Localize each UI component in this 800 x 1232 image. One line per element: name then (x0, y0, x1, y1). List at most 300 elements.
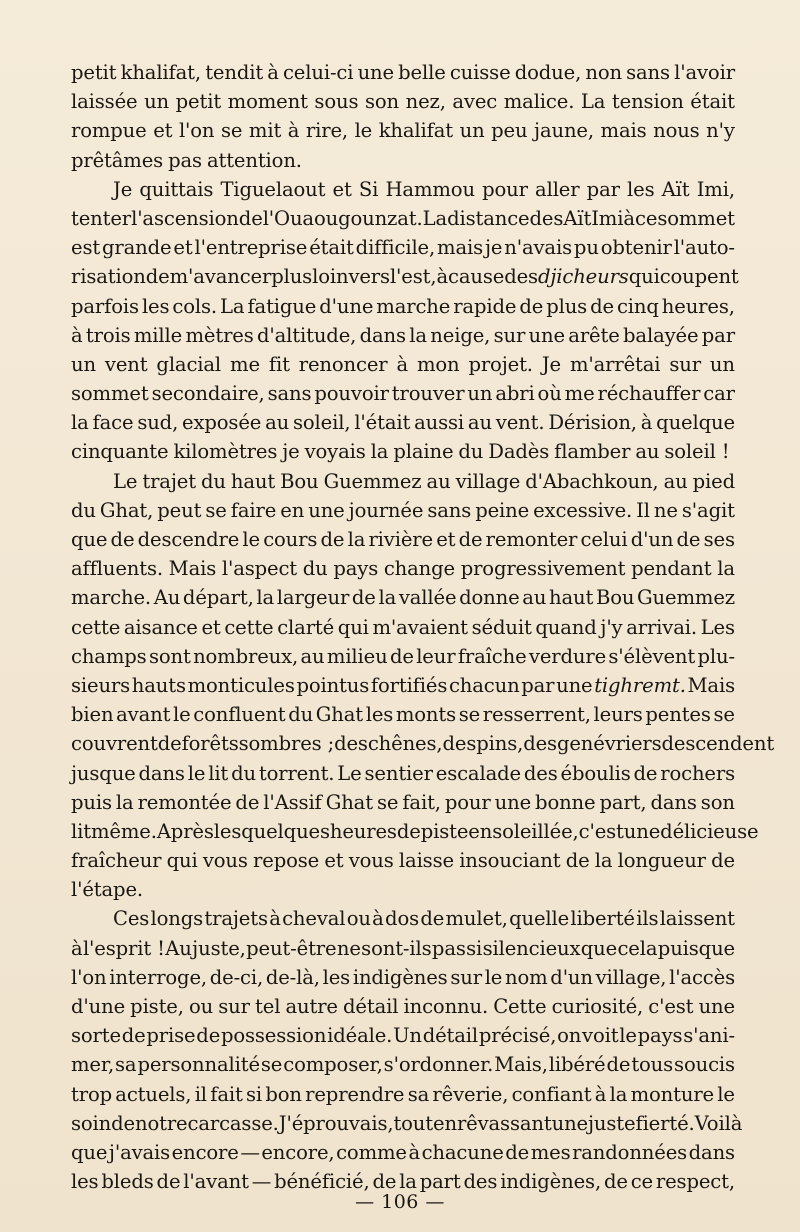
word: plu- (697, 644, 735, 668)
word: dans (688, 1140, 735, 1164)
word: tenter (71, 206, 132, 230)
word: tighremt. (594, 673, 686, 697)
word: vers (348, 265, 390, 289)
word: à (372, 907, 384, 931)
word: l'on (178, 119, 215, 143)
word: de (590, 294, 614, 318)
word: monticules (187, 673, 295, 697)
word: Tiguelaout (220, 177, 326, 201)
word: du (458, 440, 484, 464)
word: qui (337, 615, 369, 639)
word: de-ci, (209, 965, 264, 989)
word: les (322, 965, 351, 989)
word: cinquante (71, 440, 169, 464)
word: reprendre (305, 1082, 405, 1106)
word: un (709, 352, 735, 376)
word: fraîche (457, 644, 527, 668)
text-line (71, 116, 735, 145)
word: khalifat (378, 119, 454, 143)
word: Si (358, 177, 379, 201)
word: Bou (280, 469, 319, 493)
word: repose (253, 849, 320, 873)
word: d'un (630, 528, 674, 551)
word: dans (138, 761, 185, 785)
word: Bou (595, 586, 635, 610)
word: ce (635, 206, 658, 230)
word: rapide (453, 294, 517, 318)
word: car (703, 382, 735, 406)
word: plaine (393, 440, 454, 464)
word: faire (230, 498, 277, 522)
word: Aït (661, 177, 690, 201)
word: soucis (674, 1053, 735, 1077)
word: Ghat, (99, 498, 154, 522)
word: ce (630, 1170, 653, 1194)
word: chênes, (367, 732, 443, 756)
word: La (220, 294, 245, 318)
word: juste (587, 1111, 636, 1135)
word: une (623, 819, 661, 843)
word: de (389, 644, 414, 668)
word: champs (71, 644, 147, 668)
word: glacial (156, 352, 222, 376)
text-line (71, 437, 735, 466)
word: encore (171, 1140, 239, 1164)
word: des (334, 732, 368, 756)
word: voit (582, 1024, 619, 1048)
word: à (594, 1082, 607, 1106)
word: rivière (368, 528, 433, 551)
text-line (71, 934, 735, 963)
word: une (494, 790, 532, 814)
text-line (71, 583, 735, 612)
word: j'avais (108, 1140, 171, 1164)
word: un (459, 119, 485, 143)
word: et (332, 177, 352, 201)
word: des (523, 732, 557, 756)
word: sorte (71, 1024, 121, 1048)
word: l'étape. (71, 878, 143, 902)
word: cols. (172, 294, 217, 318)
word: Je (113, 177, 133, 201)
word: je (282, 440, 300, 464)
text-line (71, 146, 735, 175)
word: indigènes, (500, 1170, 602, 1194)
word: la (370, 440, 389, 464)
word: face (92, 411, 134, 435)
word: moment (227, 90, 308, 114)
word: ne (653, 498, 678, 522)
word: plus (546, 294, 588, 318)
word: Mais (168, 557, 217, 581)
word: khalifat, (120, 61, 201, 84)
word: au (265, 411, 290, 435)
text-line (71, 875, 735, 904)
word: fait (210, 1082, 243, 1106)
word: trajet (142, 469, 196, 493)
word: de-là, (265, 965, 320, 989)
word: à (269, 907, 281, 931)
word: la (609, 1082, 628, 1106)
word: un (467, 382, 493, 406)
word: la (409, 323, 427, 347)
word: Après (156, 819, 214, 843)
word: la (594, 849, 613, 873)
word: Ces (113, 907, 150, 931)
text-line (71, 58, 735, 87)
word: sur (218, 995, 250, 1018)
word: c'est (578, 819, 624, 843)
word: précisé, (478, 1024, 557, 1048)
word: de (320, 528, 345, 551)
word: les (141, 294, 170, 318)
word: notre (134, 1111, 188, 1135)
text-line (71, 467, 735, 496)
word: fraîcheur (71, 849, 162, 873)
word: et (436, 528, 456, 551)
word: flamber (554, 440, 631, 464)
word: réchauffer (597, 382, 701, 406)
word: excessive. (533, 498, 633, 522)
word: attention. (206, 148, 302, 172)
word: prêtâmes (71, 148, 164, 172)
word: milieu (326, 644, 388, 668)
word: sur (493, 323, 526, 347)
text-line (71, 87, 735, 116)
word: trois (85, 323, 131, 347)
word: liberté (570, 907, 635, 931)
word: arête (568, 323, 620, 347)
word: bon (265, 1082, 302, 1106)
word: au (522, 586, 547, 610)
word: de (157, 732, 182, 756)
word: celui-ci (282, 61, 354, 84)
word: J'éprouvais, (278, 1111, 394, 1135)
word: la (256, 586, 275, 610)
word: éboulis (560, 761, 631, 785)
word: d'un (550, 965, 593, 989)
word: heures (329, 819, 397, 843)
word: vous (348, 849, 394, 873)
word: de (458, 528, 483, 551)
word: des (529, 206, 564, 230)
word: village, (595, 965, 667, 989)
word: pendant (631, 557, 712, 581)
word: abri (495, 382, 535, 406)
word: me (564, 382, 595, 406)
word: tension (611, 90, 684, 114)
word: des (463, 1170, 498, 1194)
word: les (365, 703, 394, 727)
word: c'est (648, 995, 694, 1018)
word: Imi, (696, 177, 735, 201)
word: séduit (471, 615, 532, 639)
word: piste, (130, 995, 184, 1018)
word: Il (636, 498, 650, 522)
word: se (260, 1053, 283, 1077)
word: où (537, 382, 562, 406)
text-line (71, 408, 735, 437)
word: n'avais (504, 236, 572, 260)
word: chacun (448, 673, 520, 697)
word: délicieuse (660, 819, 759, 843)
word: le (187, 761, 206, 785)
word: départ, (182, 586, 254, 610)
word: lit (208, 761, 229, 785)
word: bénéficié, (274, 1170, 370, 1194)
word: petit (175, 90, 222, 114)
word: et (153, 119, 173, 143)
word: sa (407, 1082, 430, 1106)
word: trajets (204, 907, 268, 931)
word: prise (146, 1024, 196, 1048)
word: cheval (282, 907, 346, 931)
word: trop (71, 1082, 112, 1106)
word: à (71, 936, 83, 960)
word: pentes (645, 703, 711, 727)
word: sud, (137, 411, 179, 435)
word: sont-ils (361, 936, 432, 960)
word: Mais (687, 673, 735, 697)
word: quand (535, 615, 597, 639)
word: me (230, 352, 260, 376)
word: mulet, (445, 907, 508, 931)
word: à (287, 119, 300, 143)
word: au (663, 469, 688, 493)
word: trouver (391, 382, 465, 406)
word: est (71, 236, 101, 260)
word: pour (444, 790, 491, 814)
word: le (717, 1082, 735, 1106)
word: longs (150, 907, 204, 931)
word: les (71, 1170, 99, 1194)
word: Cette (493, 995, 547, 1018)
word: soleil ! (664, 440, 730, 464)
word: l'esprit ! (82, 936, 165, 960)
word: pins, (476, 732, 524, 756)
word: d'altitude, (257, 323, 357, 347)
word: puis (71, 790, 112, 814)
word: marche. (71, 586, 151, 610)
word: Je (541, 352, 561, 376)
word: ne (336, 936, 361, 960)
word: à (408, 1140, 421, 1164)
word: m'avaient (372, 615, 468, 639)
word: ou (346, 907, 371, 931)
word: qui (166, 849, 198, 873)
word: respect, (655, 1170, 735, 1194)
word: chacune (421, 1140, 504, 1164)
word: rompue (71, 119, 147, 143)
word: donne (459, 586, 520, 610)
word: par (701, 323, 735, 347)
word: tout (393, 1111, 434, 1135)
text-line (71, 496, 735, 525)
word: longueur (617, 849, 706, 873)
word: en (433, 1111, 457, 1135)
word: s'agit (681, 498, 735, 522)
word: Au (153, 586, 181, 610)
word: genévriers (556, 732, 662, 756)
word: bonne (535, 790, 596, 814)
word: s'ani- (683, 1024, 735, 1048)
word: heures, (661, 294, 735, 318)
word: du (231, 761, 256, 785)
word: une (556, 673, 593, 697)
word: un (71, 352, 96, 376)
word: au (635, 440, 660, 464)
word: de (396, 819, 421, 843)
word: Ghat (315, 703, 364, 727)
word: les (627, 177, 655, 201)
word: était (309, 236, 354, 260)
word: détail (422, 1024, 479, 1048)
text-line (71, 700, 735, 729)
word: piste (420, 819, 469, 843)
text-line (71, 1109, 743, 1138)
word: l'avant (183, 1170, 249, 1194)
word: vallée (398, 586, 457, 610)
word: même. (90, 819, 157, 843)
word: au (467, 411, 492, 435)
word: personnalité (137, 1053, 260, 1077)
word: du (71, 498, 96, 522)
word: comme (336, 1140, 407, 1164)
word: la (347, 528, 366, 551)
word: confluent (193, 703, 286, 727)
word: l'était (354, 411, 411, 435)
word: la (399, 1170, 417, 1194)
word: du (200, 469, 226, 493)
word: au (300, 644, 325, 668)
word: rêvassant (456, 1111, 552, 1135)
word: ou (189, 995, 214, 1018)
word: des (504, 265, 538, 289)
word: juste, (192, 936, 246, 960)
word: cuisse (449, 61, 511, 84)
word: celui (580, 528, 628, 551)
word: cette (71, 615, 121, 639)
word: sous (314, 90, 359, 114)
word: pied (692, 469, 735, 493)
word: quelques (241, 819, 330, 843)
word: composer, (283, 1053, 383, 1077)
word: je (484, 236, 503, 260)
word: vous (202, 849, 248, 873)
word: nom (505, 965, 548, 989)
word: Les (700, 615, 735, 639)
word: non (585, 61, 622, 84)
word: loin (312, 265, 349, 289)
word: sans (267, 382, 312, 406)
word: pas (431, 936, 466, 960)
word: mer, (71, 1053, 115, 1077)
word: qui (628, 265, 660, 289)
word: fatigue (247, 294, 317, 318)
word: se (713, 703, 735, 727)
word: de (110, 528, 135, 551)
text-line (71, 1050, 735, 1079)
word: sont (148, 644, 191, 668)
word: kilomètres (173, 440, 278, 464)
word: l'on (71, 965, 107, 989)
word: monts (395, 703, 457, 727)
word: sombres ; (238, 732, 335, 756)
word: une (357, 61, 394, 84)
word: se (205, 498, 227, 522)
word: dans (650, 790, 697, 814)
word: avant (116, 703, 171, 727)
word: sur (450, 965, 482, 989)
word: remonter (485, 528, 578, 551)
word: et (324, 849, 344, 873)
word: carcasse. (187, 1111, 279, 1135)
word: Dadès (488, 440, 550, 464)
word: Guemmez (637, 586, 735, 610)
text-line (71, 350, 735, 379)
word: mon (416, 352, 460, 376)
word: se (376, 790, 399, 814)
word: avec (452, 90, 498, 114)
word: renoncer (298, 352, 388, 376)
word: de (606, 1053, 631, 1077)
word: tendit (205, 61, 264, 84)
word: sentier (364, 761, 433, 785)
word: clarté (277, 615, 335, 639)
word: de (238, 206, 263, 230)
text-line (71, 642, 735, 671)
word: lit (71, 819, 91, 843)
word: verdure (528, 644, 607, 668)
word: malice. (503, 90, 575, 114)
word: quelque (656, 411, 735, 435)
word: Le (113, 469, 138, 493)
text-line (71, 321, 735, 350)
body-text (71, 58, 775, 1196)
word: soin (71, 1111, 112, 1135)
word: Guemmez (323, 469, 422, 493)
word: mes (530, 1140, 571, 1164)
word: bien (71, 703, 114, 727)
word: sa (115, 1053, 137, 1077)
word: sommet (657, 206, 735, 230)
word: il (194, 1082, 207, 1106)
word: curiosité, (551, 995, 644, 1018)
word: de (420, 907, 445, 931)
word: fierté. (635, 1111, 695, 1135)
page-number (0, 1191, 800, 1213)
word: Un (393, 1024, 422, 1048)
word: actuels, (115, 1082, 192, 1106)
text-line (71, 1080, 735, 1109)
word: monture (630, 1082, 714, 1106)
word: à (640, 411, 653, 435)
word: l'Ouaougounzat. (262, 206, 423, 230)
word: fait, (402, 790, 441, 814)
word: village (455, 469, 521, 493)
word: encore, (261, 1140, 335, 1164)
word: son (364, 90, 399, 114)
word: la (378, 586, 397, 610)
word: de (196, 1024, 221, 1048)
word: l'Assif (263, 790, 322, 814)
word: la (71, 411, 89, 435)
word: nous (653, 119, 700, 143)
word: la (115, 790, 134, 814)
word: plus (271, 265, 313, 289)
word: inconnu. (403, 995, 489, 1018)
word: de (235, 790, 260, 814)
